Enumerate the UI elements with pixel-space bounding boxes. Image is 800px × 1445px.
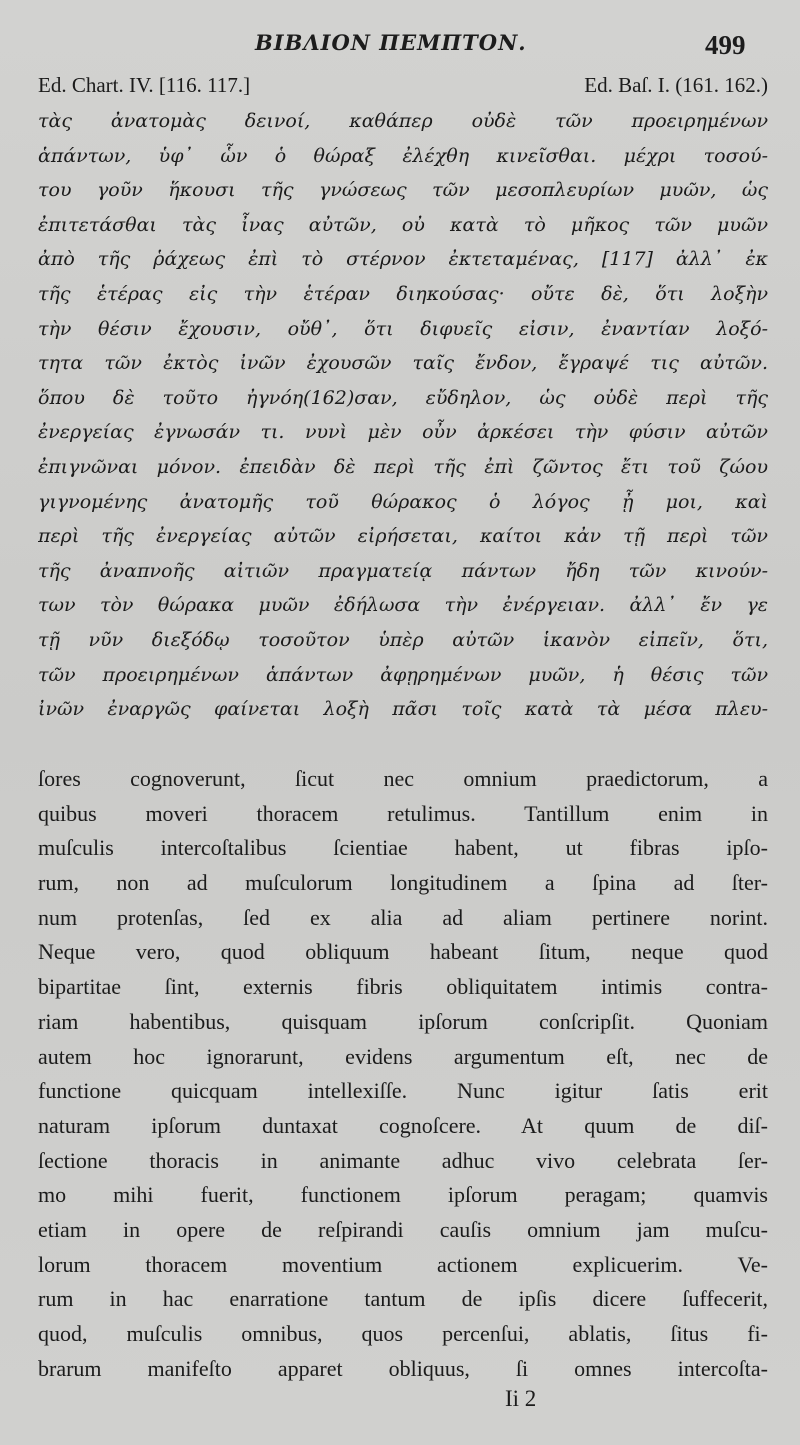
- greek-line: γιγνομένης ἀνατομῆς τοῦ θώρακος ὁ λόγος ᾖ μοι, καὶ: [38, 490, 768, 513]
- signature-mark: Ii 2: [505, 1386, 537, 1411]
- greek-line: τητα τῶν ἐκτὸς ἰνῶν ἐχουσῶν ταῖς ἔνδον, ἔγραψέ τις αὐτῶν.: [38, 352, 768, 375]
- greek-line: ἐνεργείας ἐγνωσάν τι. νυνὶ μὲν οὖν ἀρκέσει τὴν φύσιν αὐτῶν: [38, 421, 768, 444]
- greek-line: ἰνῶν ἐναργῶς φαίνεται λοξὴ πᾶσι τοῖς κατὰ τὰ μέσα πλευ-: [38, 698, 768, 721]
- latin-line: naturam ipſorum duntaxat cognoſcere. At quum de diſ-: [38, 1112, 768, 1138]
- latin-line: riam habentibus, quisquam ipſorum conſcripſit. Quoniam: [38, 1008, 768, 1034]
- latin-line: ſores cognoverunt, ſicut nec omnium praedictorum, a: [38, 766, 768, 791]
- latin-line: mo mihi fuerit, functionem ipſorum peragam; quamvis: [38, 1182, 768, 1208]
- page-number: 499: [705, 30, 746, 60]
- latin-line: quibus moveri thoracem retulimus. Tantillum enim in: [38, 800, 768, 826]
- greek-line: των τὸν θώρακα μυῶν ἐδήλωσα τὴν ἐνέργειαν. ἀλλ᾽ ἔν γε: [38, 594, 768, 617]
- greek-line: τὴν θέσιν ἔχουσιν, οὔθ᾽, ὅτι διφυεῖς εἰσιν, ἐναντίαν λοξό-: [38, 317, 768, 340]
- greek-line: τὰς ἀνατομὰς δεινοί, καθάπερ οὐδὲ τῶν προειρημένων: [38, 110, 768, 132]
- latin-line: num protenſas, ſed ex alia ad aliam pertinere norint.: [38, 904, 768, 930]
- edition-references: [38, 73, 768, 103]
- greek-line: ὅπου δὲ τοῦτο ἠγνόη(162)σαν, εὔδηλον, ὡς οὐδὲ περὶ τῆς: [38, 386, 768, 409]
- greek-line: τῆς ἑτέρας εἰς τὴν ἑτέραν διηκούσας· οὔτε δὲ, ὅτι λοξὴν: [38, 282, 768, 305]
- greek-text-block: [38, 104, 768, 727]
- latin-line: quod, muſculis omnibus, quos percenſui, ablatis, ſitus fi-: [38, 1321, 768, 1346]
- greek-line: περὶ τῆς ἐνεργείας αὐτῶν εἰρήσεται, καίτοι κἀν τῇ περὶ τῶν: [38, 525, 768, 548]
- greek-line: ἁπάντων, ὑφ᾽ ὧν ὁ θώραξ ἐλέχθη κινεῖσθαι. μέχρι τοσού-: [38, 144, 768, 167]
- latin-line: autem hoc ignorarunt, evidens argumentum eſt, nec de: [38, 1043, 768, 1069]
- latin-line: Neque vero, quod obliquum habeant ſitum, neque quod: [38, 939, 768, 965]
- greek-line: τῆς ἀναπνοῆς αἰτιῶν πραγματείᾳ πάντων ἤδη τῶν κινούν-: [38, 559, 768, 582]
- latin-line: rum, non ad muſculorum longitudinem a ſpina ad ſter-: [38, 870, 768, 896]
- greek-line: ἀπὸ τῆς ῥάχεως ἐπὶ τὸ στέρνον ἐκτεταμένας, [117] ἀλλ᾽ ἐκ: [38, 248, 768, 271]
- greek-line: του γοῦν ἥκουσι τῆς γνώσεως τῶν μεσοπλευρίων μυῶν, ὡς: [38, 179, 768, 202]
- greek-line: τῇ νῦν διεξόδῳ τοσοῦτον ὑπὲρ αὐτῶν ἱκανὸν εἰπεῖν, ὅτι,: [38, 628, 768, 651]
- edition-chartier-ref: Ed. Chart. IV. [116. 117.]: [38, 73, 251, 97]
- latin-line: ſectione thoracis in animante adhuc vivo celebrata ſer-: [38, 1147, 768, 1173]
- running-head: [0, 28, 800, 68]
- greek-line: τῶν προειρημένων ἁπάντων ἀφῃρημένων μυῶν, ἡ θέσις τῶν: [38, 663, 768, 686]
- latin-line: etiam in opere de reſpirandi cauſis omnium jam muſcu-: [38, 1216, 768, 1242]
- edition-basel-ref: Ed. Baſ. I. (161. 162.): [584, 73, 768, 97]
- running-title: BIBΛΙΟΝ ΠΕΜΠΤΟΝ.: [255, 30, 527, 55]
- latin-line: muſculis intercoſtalibus ſcientiae habent, ut fibras ipſo-: [38, 835, 768, 861]
- latin-line: functione quicquam intellexiſſe. Nunc igitur ſatis erit: [38, 1078, 768, 1104]
- greek-line: ἐπιγνῶναι μόνον. ἐπειδὰν δὲ περὶ τῆς ἐπὶ ζῶντος ἔτι τοῦ ζώου: [38, 455, 768, 478]
- latin-line: brarum manifeſto apparet obliquus, ſi omnes intercoſta-: [38, 1355, 768, 1381]
- latin-line: bipartitae ſint, externis fibris obliquitatem intimis contra-: [38, 974, 768, 1000]
- latin-line: rum in hac enarratione tantum de ipſis dicere ſuffecerit,: [38, 1286, 768, 1312]
- latin-text-block: [38, 762, 768, 1386]
- greek-line: ἐπιτετάσθαι τὰς ἶνας αὐτῶν, οὐ κατὰ τὸ μῆκος τῶν μυῶν: [38, 213, 768, 236]
- latin-line: lorum thoracem moventium actionem explicuerim. Ve-: [38, 1251, 768, 1277]
